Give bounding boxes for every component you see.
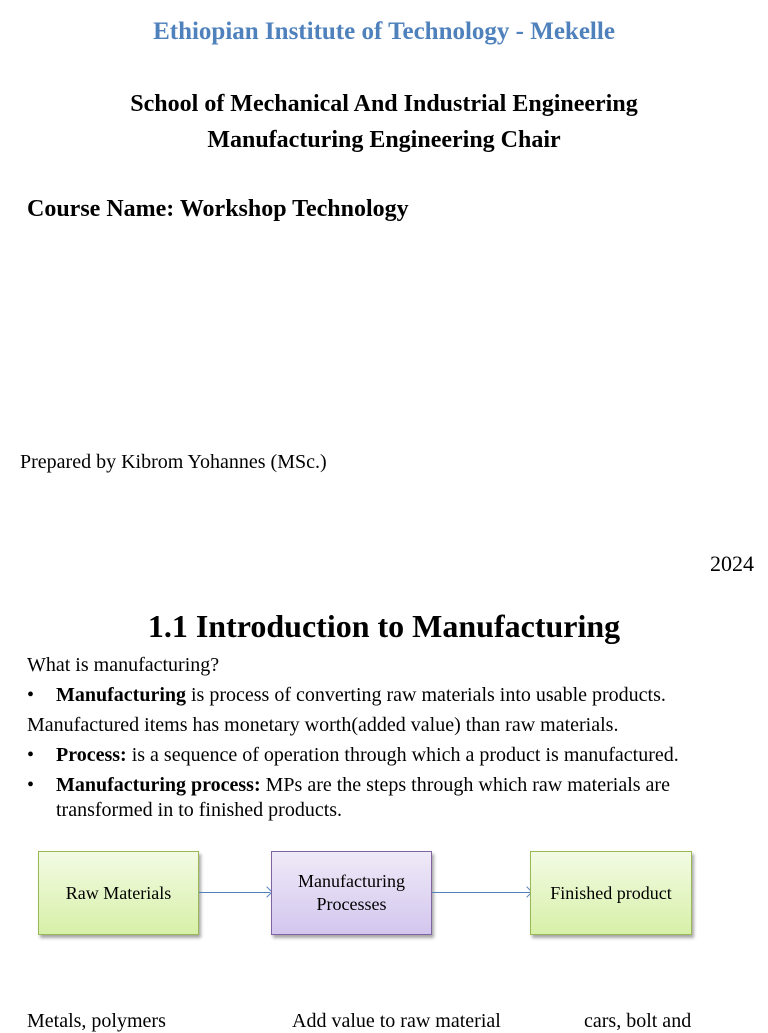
school-block — [0, 86, 768, 158]
manufacturing-processes-box — [271, 851, 432, 935]
finished-product-label: Finished product — [550, 882, 672, 903]
chair-name: Manufacturing Engineering Chair — [207, 127, 561, 153]
bullet-text: MPs are the steps through which raw materials are transformed in to finished products. — [56, 774, 670, 821]
course-name: Course Name: Workshop Technology — [27, 196, 409, 222]
finished-product-box — [530, 851, 692, 935]
footer-process-desc: Add value to raw material — [292, 1010, 501, 1032]
bullet-text: is a sequence of operation through which a product is manufactured. — [126, 744, 679, 766]
prepared-by: Prepared by Kibrom Yohannes (MSc.) — [20, 451, 327, 473]
bullet-manufacturing — [27, 683, 747, 708]
bullet-term: Manufacturing process: — [56, 774, 261, 796]
bullet-dot: • — [27, 684, 35, 706]
process-label-line2: Processes — [316, 894, 387, 914]
footer-product-examples: cars, bolt and — [584, 1010, 692, 1032]
question-text: What is manufacturing? — [27, 654, 220, 676]
raw-materials-box — [38, 851, 199, 935]
raw-materials-label: Raw Materials — [65, 882, 172, 903]
school-name: School of Mechanical And Industrial Engineering — [130, 91, 638, 117]
bullet-term: Process: — [56, 744, 127, 766]
year: 2024 — [710, 551, 754, 576]
bullet-term: Manufacturing — [56, 684, 186, 706]
added-value-text: Manufactured items has monetary worth(added value) than raw materials. — [27, 714, 619, 736]
bullet-process — [27, 743, 747, 768]
bullet-manufacturing-process — [27, 773, 747, 823]
bullet-dot: • — [27, 774, 35, 796]
process-label-line1: Manufacturing — [298, 871, 405, 891]
footer-raw-examples: Metals, polymers — [27, 1010, 166, 1032]
bullet-dot: • — [27, 744, 35, 766]
arrow-right-icon — [432, 892, 530, 893]
bullet-text: is process of converting raw materials into usable products. — [186, 684, 666, 706]
arrow-right-icon — [199, 892, 270, 893]
institute-name: Ethiopian Institute of Technology - Mekelle — [153, 18, 615, 45]
section-heading: 1.1 Introduction to Manufacturing — [147, 608, 621, 644]
